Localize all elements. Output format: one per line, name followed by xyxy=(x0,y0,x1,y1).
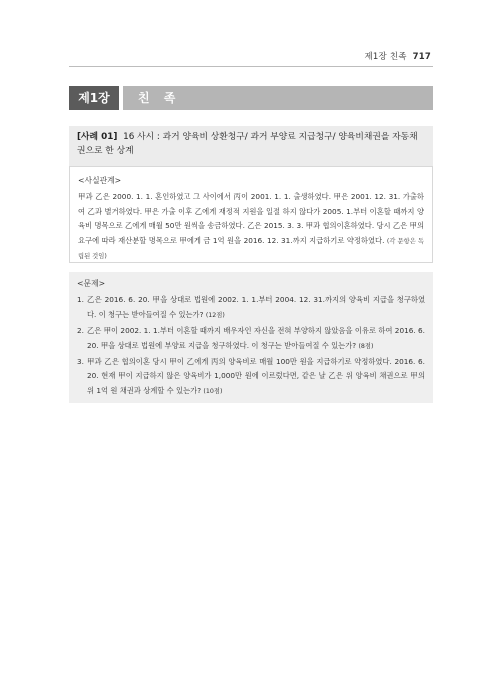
question-list xyxy=(77,293,425,399)
case-title: 16 사시 : 과거 양육비 상환청구/ 과거 부양료 지급청구/ 양육비채권을 자동채권으로 한 상계 xyxy=(77,132,418,156)
question-item xyxy=(77,324,425,354)
questions-heading: <문제> xyxy=(77,279,106,288)
question-score: (8점) xyxy=(358,342,374,350)
page-number: 717 xyxy=(412,52,431,62)
facts-text: 甲과 乙은 2000. 1. 1. 혼인하였고 그 사이에서 丙이 2001. 1. 1. 출생하였다. 甲은 2001. 12. 31. 가출하여 乙과 별거하였다. 甲은 가출 이후 乙에게 재정적 지원을 일절 하지 않다가 2005. 1.부터 이혼할 때까지 양육비 명목으로 乙에게 매월 50만 원씩을 송금하였다. 乙은 2015. 3. 3. 甲과 협의이혼하였다. 당시 乙은 甲의 요구에 따라 재산분할 명목으로 甲에게 금 1억 원을 2016. 12. 31.까지 지급하기로 약정하였다. xyxy=(78,192,424,245)
question-text: 乙은 2016. 6. 20. 甲을 상대로 법원에 2002. 1. 1.부터 2004. 12. 31.까지의 양육비 지급을 청구하였다. 이 청구는 받아들여질 수 있는가? xyxy=(87,295,425,319)
facts-note: (각 문항은 독립된 것임) xyxy=(78,237,424,261)
chapter-bar xyxy=(69,86,433,110)
question-score: (10점) xyxy=(203,387,223,395)
running-header xyxy=(365,50,432,62)
question-number: 1. xyxy=(77,295,84,305)
running-header-text: 제1장 친족 xyxy=(364,52,407,62)
case-label: [사례 01] xyxy=(77,132,118,142)
question-item xyxy=(77,293,425,323)
question-text: 乙은 甲이 2002. 1. 1.부터 이혼할 때까지 배우자인 자신을 전혀 부양하지 않았음을 이유로 하여 2016. 6. 20. 甲을 상대로 법원에 부양료 지급을 청구하였다. 이 청구는 받아들여질 수 있는가? xyxy=(87,326,425,350)
facts-section xyxy=(69,166,433,263)
facts-body xyxy=(78,190,424,264)
question-number: 2. xyxy=(77,326,84,336)
chapter-number: 제1장 xyxy=(69,86,119,110)
question-score: (12점) xyxy=(205,311,225,319)
facts-heading: <사실관계> xyxy=(78,176,122,185)
question-text: 甲과 乙은 협의이혼 당시 甲이 乙에게 丙의 양육비로 매월 100만 원을 지급하기로 약정하였다. 2016. 6. 20. 현재 甲이 지급하지 않은 양육비가 1,000만 원에 이르렀다면, 같은 날 乙은 위 양육비 채권으로 甲의 위 1억 원 채권과 상계할 수 있는가? xyxy=(87,357,425,395)
case-heading xyxy=(69,126,433,166)
question-number: 3. xyxy=(77,357,84,367)
chapter-title: 친 족 xyxy=(123,86,433,110)
question-item xyxy=(77,355,425,399)
header-rule xyxy=(69,66,433,67)
questions-section xyxy=(69,272,433,403)
